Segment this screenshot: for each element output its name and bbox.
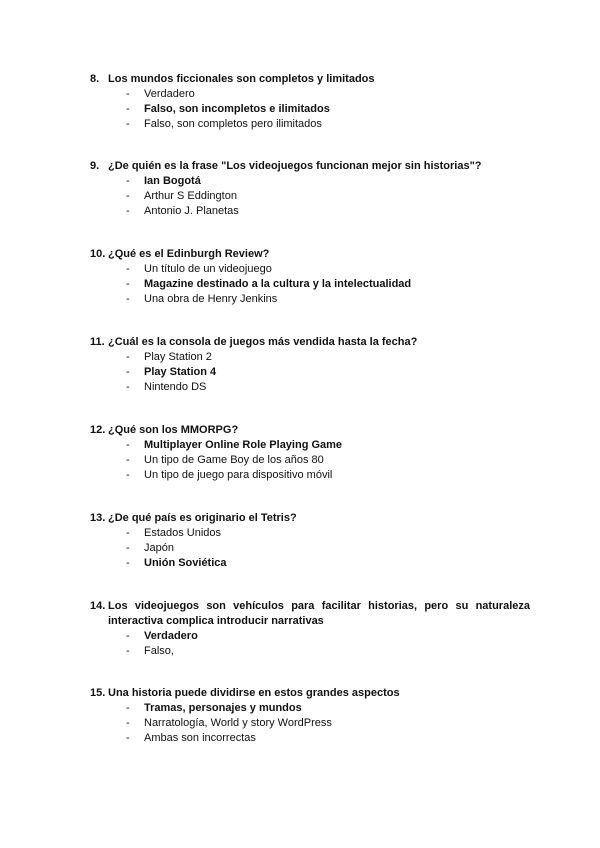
question-number: 9. xyxy=(90,160,100,172)
dash-bullet: - xyxy=(126,351,130,363)
dash-bullet: - xyxy=(126,702,130,714)
answer-text: Falso, son incompletos e ilimitados xyxy=(144,103,330,115)
question-text: Los mundos ficcionales son completos y limitados xyxy=(108,73,375,85)
answer-text: Tramas, personajes y mundos xyxy=(144,702,302,714)
answer-option xyxy=(90,716,530,731)
question-text: ¿De qué país es originario el Tetris? xyxy=(108,512,297,524)
answer-option xyxy=(90,262,530,277)
answer-option xyxy=(90,731,530,746)
dash-bullet: - xyxy=(126,454,130,466)
dash-bullet: - xyxy=(126,118,130,130)
dash-bullet: - xyxy=(126,278,130,290)
answer-option xyxy=(90,453,530,468)
answer-text: Falso, son completos pero ilimitados xyxy=(144,118,322,130)
question-heading xyxy=(90,159,530,174)
question-9 xyxy=(90,159,530,219)
question-8 xyxy=(90,72,530,132)
dash-bullet: - xyxy=(126,630,130,642)
question-heading xyxy=(90,423,530,438)
question-number: 12. xyxy=(90,424,106,436)
answer-text: Japón xyxy=(144,542,174,554)
answer-text: Antonio J. Planetas xyxy=(144,205,239,217)
answer-text: Play Station 4 xyxy=(144,366,217,378)
answer-option xyxy=(90,204,530,219)
answer-list xyxy=(90,438,530,483)
dash-bullet: - xyxy=(126,439,130,451)
answer-text: Falso, xyxy=(144,645,174,657)
answer-option xyxy=(90,117,530,132)
answer-text: Play Station 2 xyxy=(144,351,212,363)
answer-option xyxy=(90,292,530,307)
question-14 xyxy=(90,599,530,659)
answer-text: Un título de un videojuego xyxy=(144,263,272,275)
answer-option-correct xyxy=(90,438,530,453)
dash-bullet: - xyxy=(126,103,130,115)
answer-text: Ian Bogotá xyxy=(144,175,201,187)
dash-bullet: - xyxy=(126,88,130,100)
question-heading xyxy=(90,247,530,262)
dash-bullet: - xyxy=(126,205,130,217)
answer-option-correct xyxy=(90,629,530,644)
question-text: ¿Cuál es la consola de juegos más vendida hasta la fecha? xyxy=(108,336,418,348)
answer-option-correct xyxy=(90,277,530,292)
dash-bullet: - xyxy=(126,732,130,744)
dash-bullet: - xyxy=(126,381,130,393)
dash-bullet: - xyxy=(126,542,130,554)
dash-bullet: - xyxy=(126,366,130,378)
dash-bullet: - xyxy=(126,263,130,275)
answer-list xyxy=(90,262,530,307)
answer-option xyxy=(90,380,530,395)
answer-text: Un tipo de Game Boy de los años 80 xyxy=(144,454,324,466)
answer-option xyxy=(90,541,530,556)
answer-text: Verdadero xyxy=(144,630,198,642)
answer-text: Multiplayer Online Role Playing Game xyxy=(144,439,343,451)
answer-list xyxy=(90,350,530,395)
question-text: ¿De quién es la frase "Los videojuegos funcionan mejor sin historias"? xyxy=(108,160,482,172)
dash-bullet: - xyxy=(126,645,130,657)
question-12 xyxy=(90,423,530,483)
question-text: Una historia puede dividirse en estos grandes aspectos xyxy=(108,687,400,699)
dash-bullet: - xyxy=(126,717,130,729)
dash-bullet: - xyxy=(126,527,130,539)
answer-text: Arthur S Eddington xyxy=(144,190,237,202)
answer-text: Magazine destinado a la cultura y la intelectualidad xyxy=(144,278,412,290)
question-heading xyxy=(90,335,530,350)
answer-text: Narratología, World y story WordPress xyxy=(144,717,332,729)
question-text: ¿Qué es el Edinburgh Review? xyxy=(108,248,270,260)
answer-list xyxy=(90,629,530,659)
answer-option xyxy=(90,468,530,483)
answer-option-correct xyxy=(90,701,530,716)
answer-option xyxy=(90,87,530,102)
question-text: Los videojuegos son vehículos para facilitar historias, pero su naturaleza interactiva complica introducir narrativas xyxy=(108,600,530,627)
question-13 xyxy=(90,511,530,571)
answer-option xyxy=(90,189,530,204)
answer-list xyxy=(90,701,530,746)
question-number: 10. xyxy=(90,248,106,260)
answer-text: Ambas son incorrectas xyxy=(144,732,256,744)
question-number: 11. xyxy=(90,336,105,348)
question-heading xyxy=(90,511,530,526)
answer-option xyxy=(90,526,530,541)
question-10 xyxy=(90,247,530,307)
answer-text: Nintendo DS xyxy=(144,381,207,393)
question-number: 13. xyxy=(90,512,106,524)
answer-option-correct xyxy=(90,174,530,189)
dash-bullet: - xyxy=(126,557,130,569)
answer-list xyxy=(90,87,530,132)
question-number: 15. xyxy=(90,687,106,699)
question-15 xyxy=(90,686,530,746)
answer-text: Verdadero xyxy=(144,88,195,100)
dash-bullet: - xyxy=(126,190,130,202)
answer-text: Estados Unidos xyxy=(144,527,222,539)
answer-list xyxy=(90,174,530,219)
question-text: ¿Qué son los MMORPG? xyxy=(108,424,239,436)
dash-bullet: - xyxy=(126,293,130,305)
answer-option-correct xyxy=(90,102,530,117)
answer-option xyxy=(90,350,530,365)
answer-option-correct xyxy=(90,556,530,571)
answer-text: Unión Soviética xyxy=(144,557,227,569)
answer-text: Una obra de Henry Jenkins xyxy=(144,293,278,305)
question-number: 8. xyxy=(90,73,100,85)
question-number: 14. xyxy=(90,600,106,612)
question-heading xyxy=(90,599,530,629)
question-heading xyxy=(90,686,530,701)
answer-text: Un tipo de juego para dispositivo móvil xyxy=(144,469,333,481)
question-11 xyxy=(90,335,530,395)
question-heading xyxy=(90,72,530,87)
dash-bullet: - xyxy=(126,469,130,481)
answer-option-correct xyxy=(90,365,530,380)
answer-list xyxy=(90,526,530,571)
dash-bullet: - xyxy=(126,175,130,187)
answer-option xyxy=(90,644,530,659)
